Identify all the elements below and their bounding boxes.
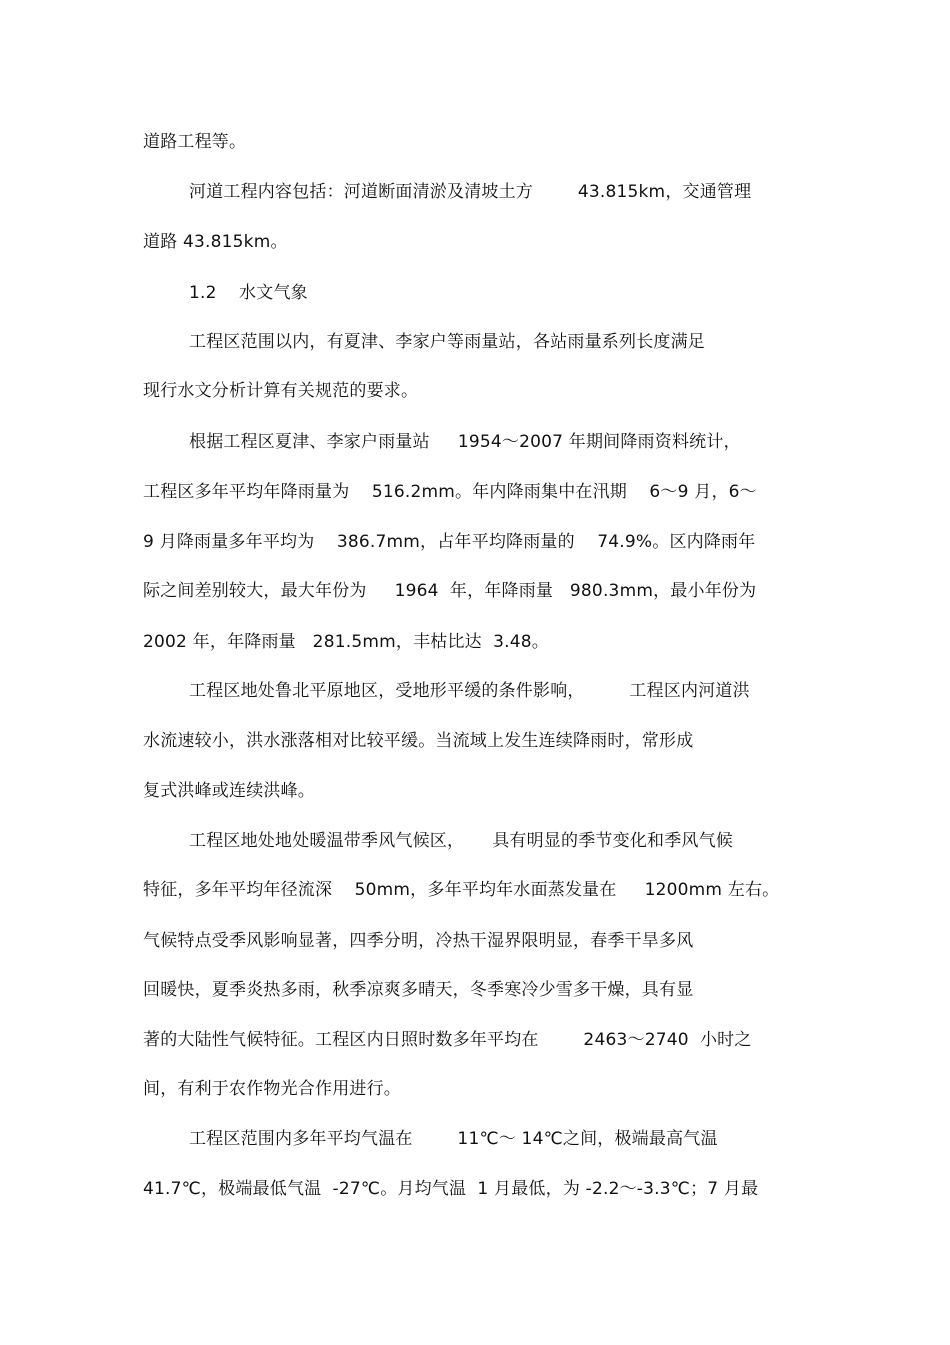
text-line: 2002 年，年降雨量 281.5mm，丰枯比达 3.48。 xyxy=(143,632,549,652)
text-line: 工程区地处地处暖温带季风气候区， 具有明显的季节变化和季风气候 xyxy=(189,831,734,851)
text-line: 特征，多年平均年径流深 50mm，多年平均年水面蒸发量在 1200mm 左右。 xyxy=(143,880,780,900)
text-line: 工程区范围以内，有夏津、李家户等雨量站，各站雨量系列长度满足 xyxy=(189,332,705,352)
text-line: 河道工程内容包括：河道断面清淤及清坡土方 43.815km，交通管理 xyxy=(189,182,752,202)
text-line: 著的大陆性气候特征。工程区内日照时数多年平均在 2463～2740 小时之 xyxy=(143,1030,752,1050)
section-heading: 1.2 水文气象 xyxy=(189,283,308,303)
text-line: 道路工程等。 xyxy=(143,132,247,152)
text-line: 际之间差别较大，最大年份为 1964 年，年降雨量 980.3mm，最小年份为 xyxy=(143,581,757,601)
text-line: 工程区多年平均年降雨量为 516.2mm。年内降雨集中在汛期 6～9 月，6～ xyxy=(143,482,757,502)
text-line: 道路 43.815km。 xyxy=(143,232,288,252)
text-line: 现行水文分析计算有关规范的要求。 xyxy=(143,381,419,401)
text-line: 41.7℃，极端最低气温 -27℃。月均气温 1 月最低，为 -2.2～-3.3℃；7 月最 xyxy=(143,1179,759,1199)
text-line: 间，有利于农作物光合作用进行。 xyxy=(143,1079,401,1099)
text-line: 复式洪峰或连续洪峰。 xyxy=(143,781,315,801)
text-line: 工程区地处鲁北平原地区，受地形平缓的条件影响， 工程区内河道洪 xyxy=(189,681,750,701)
text-line: 回暖快，夏季炎热多雨，秋季凉爽多晴天，冬季寒冷少雪多干燥，具有显 xyxy=(143,980,694,1000)
text-line: 气候特点受季风影响显著，四季分明，冷热干湿界限明显，春季干旱多风 xyxy=(143,931,694,951)
text-line: 9 月降雨量多年平均为 386.7mm，占年平均降雨量的 74.9%。区内降雨年 xyxy=(143,532,756,552)
text-line: 工程区范围内多年平均气温在 11℃～ 14℃之间，极端最高气温 xyxy=(189,1129,718,1149)
text-line: 根据工程区夏津、李家户雨量站 1954～2007 年期间降雨资料统计， xyxy=(189,432,741,452)
text-line: 水流速较小，洪水涨落相对比较平缓。当流域上发生连续降雨时，常形成 xyxy=(143,731,694,751)
